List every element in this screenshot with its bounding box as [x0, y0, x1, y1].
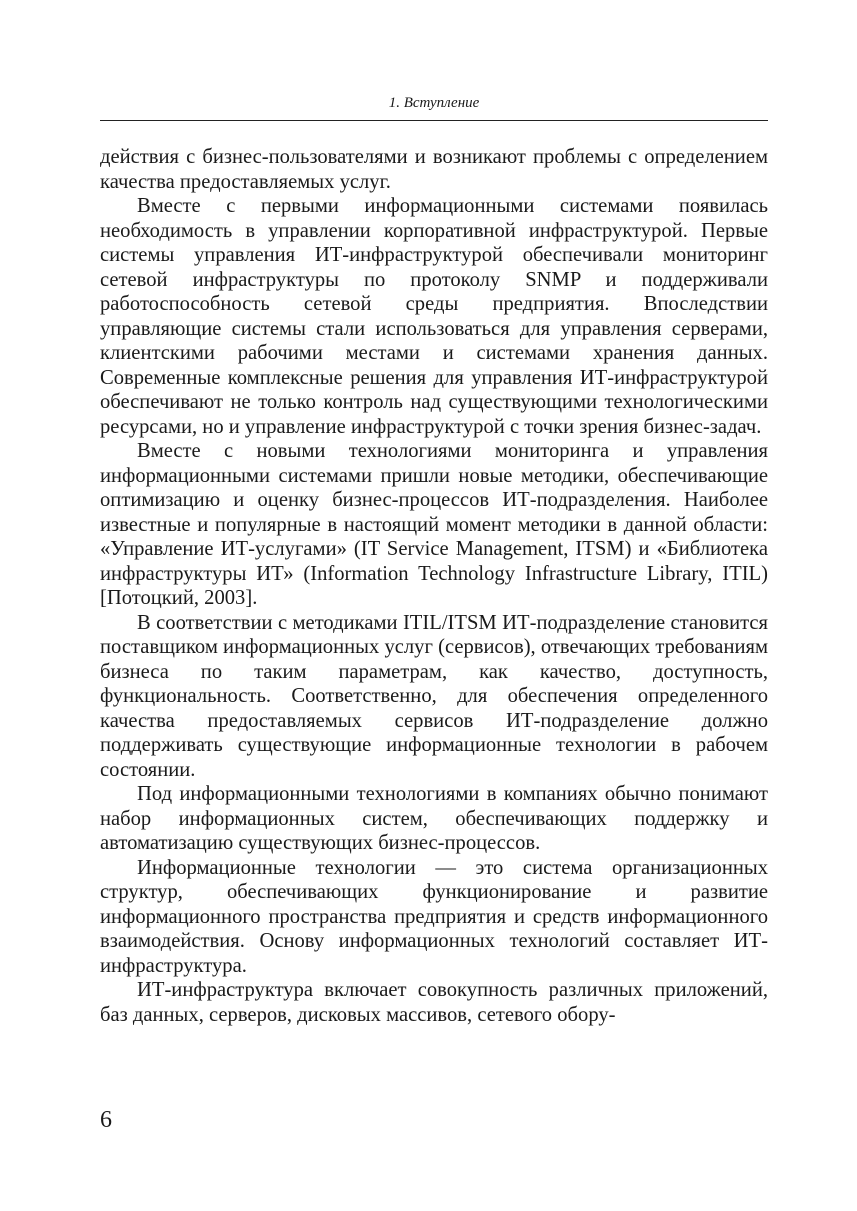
paragraph: Информационные технологии — это система организационных структур, обеспечивающих функционирование и развитие информационного пространства предприятия и средств информационного взаимодействия. Основу информационных технологий составляет ИТ-инфраструктура. — [100, 856, 768, 977]
paragraph: В соответствии с методиками ITIL/ITSM ИТ-подразделение становится поставщиком информационных услуг (сервисов), отвечающих требованиям бизнеса по таким параметрам, как качество, доступность, функциональность. Соответственно, для обеспечения определенного качества предоставляемых сервисов ИТ-подразделение должно поддерживать существующие информационные технологии в рабочем состоянии. — [100, 611, 768, 781]
paragraph: Вместе с новыми технологиями мониторинга и управления информационными системами пришли новые методики, обеспечивающие оптимизацию и оценку бизнес-процессов ИТ-подразделения. Наиболее известные и популярные в настоящий момент методики в данной области: «Управление ИТ-услугами» (IT Service Management, ITSM) и «Библиотека инфраструктуры ИТ» (Information Technology Infrastructure Library, ITIL) [Потоцкий, 2003]. — [100, 440, 768, 609]
paragraph: действия с бизнес-пользователями и возникают проблемы с определением качества предоставляемых услуг. — [100, 146, 768, 193]
paragraph: ИТ-инфраструктура включает совокупность различных приложений, баз данных, серверов, дисковых массивов, сетевого обору- — [100, 979, 768, 1026]
paragraph: Вместе с первыми информационными системами появилась необходимость в управлении корпоративной инфраструктурой. Первые системы управления ИТ-инфраструктурой обеспечивали мониторинг сетевой инфраструктуры по протоколу SNMP и поддерживали работоспособность сетевой среды предприятия. Впоследствии управляющие системы стали использоваться для управления серверами, клиентскими рабочими местами и системами хранения данных. Современные комплексные решения для управления ИТ-инфраструктурой обеспечивают не только контроль над существующими технологическими ресурсами, но и управление инфраструктурой с точки зрения бизнес-задач. — [100, 195, 768, 438]
page-body — [100, 145, 768, 1027]
running-head-title: 1. Вступление — [388, 95, 480, 111]
page-number: 6 — [100, 1107, 112, 1133]
paragraph: Под информационными технологиями в компаниях обычно понимают набор информационных систем, обеспечивающих поддержку и автоматизацию существующих бизнес-процессов. — [100, 783, 768, 854]
running-head — [100, 95, 768, 121]
